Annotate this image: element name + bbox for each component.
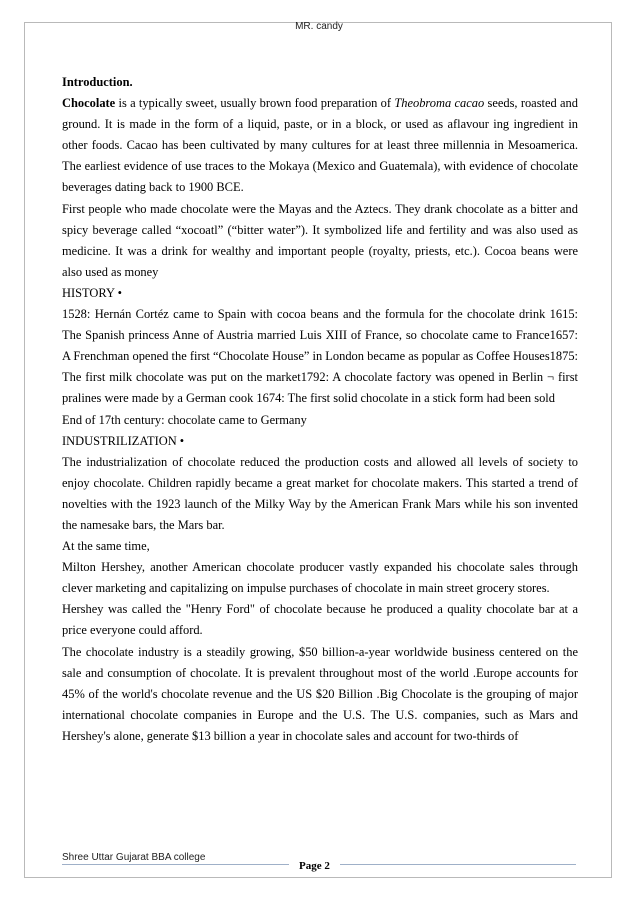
industrialization-paragraph-3: Milton Hershey, another American chocolate producer vastly expanded his chocolate sales through clever marketing and capitalizing on impulse purchases of chocolate in main street grocery stores. — [62, 560, 578, 596]
history-heading: HISTORY • — [62, 285, 122, 300]
footer-rule-left — [62, 864, 289, 865]
industrialization-paragraph: The industrialization of chocolate reduced the production costs and allowed all levels of society to enjoy chocolate. Children rapidly became a great market for chocolate makers. This started a trend of novelties with the 1923 launch of the Milky Way by the American Frank Mars while his son invented the namesake bars, the Mars bar. — [62, 454, 578, 532]
industrialization-paragraph-5: The chocolate industry is a steadily growing, $50 billion-a-year worldwide business centered on the sale and consumption of chocolate. It is prevalent throughout most of the world .Europe accounts for 45% of the world's chocolate revenue and the US $20 Billion .Big Chocolate is the grouping of major international chocolate companies in Europe and the U.S. The U.S. companies, such as Mars and Hershey's alone, generate $13 billion a year in chocolate sales and account for two-thirds of — [62, 644, 578, 743]
history-paragraph-2: End of 17th century: chocolate came to Germany — [62, 412, 307, 427]
page-number: Page 2 — [299, 860, 330, 872]
industrialization-heading: INDUSTRILIZATION • — [62, 433, 185, 448]
footer-college: Shree Uttar Gujarat BBA college — [62, 852, 206, 863]
industrialization-paragraph-2: At the same time, — [62, 539, 150, 554]
document-body — [62, 72, 578, 747]
intro-heading: Introduction. — [62, 75, 133, 89]
page-header: MR. candy — [295, 21, 343, 32]
intro-paragraph-2: First people who made chocolate were the Mayas and the Aztecs. They drank chocolate as a bitter and spicy beverage called “xocoatl” (“bitter water”). It symbolized life and fertility and was also used as medicine. It was a drink for wealthy and important people (royalty, priests, etc.). Cocoa beans were also used as money — [62, 201, 578, 279]
intro-lead-term: Chocolate — [62, 96, 116, 111]
intro-lead-rest: seeds, roasted and ground. It is made in the form of a liquid, paste, or in a block, or used as aflavour ing ingredient in other foods. Cacao has been cultivated by many cultures for at least three millennia in Mesoamerica. The earliest evidence of use traces to the Mokaya (Mexico and Guatemala), with evidence of chocolate beverages dating back to 1900 BCE. — [62, 96, 578, 195]
intro-paragraph — [62, 93, 578, 198]
intro-species-name: Theobroma cacao — [394, 96, 485, 111]
history-paragraph: 1528: Hernán Cortéz came to Spain with cocoa beans and the formula for the chocolate drink 1615: The Spanish princess Anne of Austria married Luis XIII of France, so chocolate came to France1657: A Frenchman opened the first “Chocolate House” in London became as popular as Coffee Houses1875: The first milk chocolate was put on the market1792: A chocolate factory was opened in Berlin ¬ first pralines were made by a German cook 1674: The first solid chocolate in a stick form had been sold — [62, 307, 578, 406]
industrialization-paragraph-4: Hershey was called the "Henry Ford" of chocolate because he produced a quality chocolate bar at a price everyone could afford. — [62, 602, 578, 638]
footer-rule-right — [340, 864, 576, 865]
intro-lead-text: is a typically sweet, usually brown food preparation of — [115, 96, 395, 111]
